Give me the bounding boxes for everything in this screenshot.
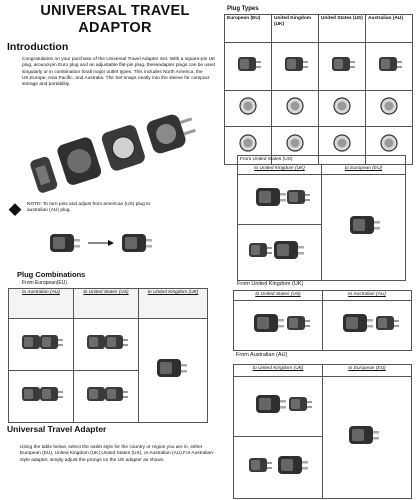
plug-type-au: Australian (AU) bbox=[366, 15, 413, 43]
conversion-cell bbox=[234, 437, 323, 499]
adapter-photo bbox=[9, 371, 73, 417]
from-us-heading: From United States (US) bbox=[238, 156, 406, 165]
socket-cell bbox=[366, 91, 413, 127]
conversion-cell bbox=[238, 174, 322, 224]
note-text: NOTE: To turn pins and adjust from american (US) plug to australian (AU) plug. bbox=[27, 202, 151, 214]
plug-type-uk: United Kingdom (UK) bbox=[272, 15, 319, 43]
adapter-photo bbox=[234, 301, 322, 345]
socket-cell bbox=[225, 91, 272, 127]
adapter-photo bbox=[238, 175, 321, 219]
adapter-photo bbox=[139, 322, 207, 414]
combos-col-au: to Australian (AU) bbox=[9, 289, 74, 319]
us-to-au-conversion-illustration bbox=[38, 225, 163, 261]
adapter-photo bbox=[234, 377, 322, 431]
plug-cell bbox=[225, 43, 272, 91]
adapter-photo bbox=[9, 319, 73, 365]
socket-face bbox=[319, 91, 365, 121]
intro-heading: Introduction bbox=[7, 41, 69, 53]
combo-cell bbox=[74, 319, 139, 371]
conversion-cell bbox=[323, 301, 412, 351]
intro-text: Congratulation on your purchase of the Universal Travel Adapter Set. With a square-pin UK plug, around-pin Euro plug and an adjustable flat-pin plug, theseadapter plugs can be used singularly or in combination forall major outlet types. This includes North America, the UK,Europe, Asia Pacific, and Australia. The Set snaps neatly into the sleeve for compact storage and portability. bbox=[22, 57, 216, 88]
from-uk-col-us: to United States (US) bbox=[234, 291, 323, 301]
note-icon bbox=[8, 203, 22, 217]
socket-cell bbox=[319, 91, 366, 127]
uta-heading: Universal Travel Adapter bbox=[7, 424, 107, 434]
adapter-photo bbox=[238, 225, 321, 275]
plug-type-us: United States (US) bbox=[319, 15, 366, 43]
plug-types-heading: Plug Types bbox=[227, 6, 259, 12]
combos-title: Plug Combinations bbox=[17, 270, 86, 279]
from-au-heading: From Australian (AU) bbox=[236, 352, 288, 358]
from-au-table bbox=[233, 364, 412, 499]
combo-cell bbox=[74, 371, 139, 423]
adapter-photo bbox=[74, 371, 138, 417]
plug-type-eu: European (EU) bbox=[225, 15, 272, 43]
combos-heading bbox=[17, 270, 85, 279]
from-uk-heading: From United Kingdom (UK) bbox=[237, 281, 304, 287]
plug-photo bbox=[319, 43, 365, 85]
from-uk-col-au: to Australian (AU) bbox=[323, 291, 412, 301]
plug-photo bbox=[366, 43, 412, 85]
conversion-cell bbox=[234, 377, 323, 437]
combos-subheading: From European(EU) bbox=[22, 280, 68, 286]
combos-col-us: to United States (US) bbox=[74, 289, 139, 319]
plug-cell bbox=[319, 43, 366, 91]
exploded-adapter-illustration bbox=[20, 106, 215, 196]
conversion-cell bbox=[323, 377, 412, 499]
from-us-table bbox=[237, 155, 406, 281]
plug-photo bbox=[225, 43, 271, 85]
from-us-col-uk: to United Kingdom (UK) bbox=[238, 164, 322, 174]
socket-face bbox=[366, 91, 412, 121]
adapter-photo bbox=[323, 301, 411, 345]
adapter-photo bbox=[322, 177, 405, 273]
adapter-photo bbox=[74, 319, 138, 365]
socket-face bbox=[272, 91, 318, 121]
adapter-photo bbox=[234, 437, 322, 493]
conversion-cell bbox=[234, 301, 323, 351]
conversion-cell bbox=[238, 224, 322, 280]
adapter-photo bbox=[323, 379, 411, 491]
conversion-cell bbox=[322, 174, 406, 280]
combo-cell bbox=[139, 319, 208, 423]
combo-cell bbox=[9, 319, 74, 371]
plug-types-table bbox=[224, 14, 413, 165]
from-us-col-eu: to European (EU) bbox=[322, 164, 406, 174]
combos-col-uk: to United Kingdom (UK) bbox=[139, 289, 208, 319]
socket-face bbox=[225, 91, 271, 121]
from-uk-table bbox=[233, 290, 412, 351]
socket-cell bbox=[272, 91, 319, 127]
document-title: UNIVERSAL TRAVEL ADAPTOR bbox=[40, 3, 190, 36]
combo-cell bbox=[9, 371, 74, 423]
uta-text: Using the table below, select the outlet style for the country or region you are in, either European (EU), United Kingdom (UK),United States (US), or Australian (AU).For Australian-style adapter, simply adjust the prongs on the US adapter as shown. bbox=[20, 445, 215, 463]
combos-table bbox=[8, 288, 208, 423]
from-au-col-eu: to European (EU) bbox=[323, 365, 412, 377]
from-au-col-uk: to United Kingdom (UK) bbox=[234, 365, 323, 377]
plug-cell bbox=[272, 43, 319, 91]
plug-photo bbox=[272, 43, 318, 85]
plug-cell bbox=[366, 43, 413, 91]
